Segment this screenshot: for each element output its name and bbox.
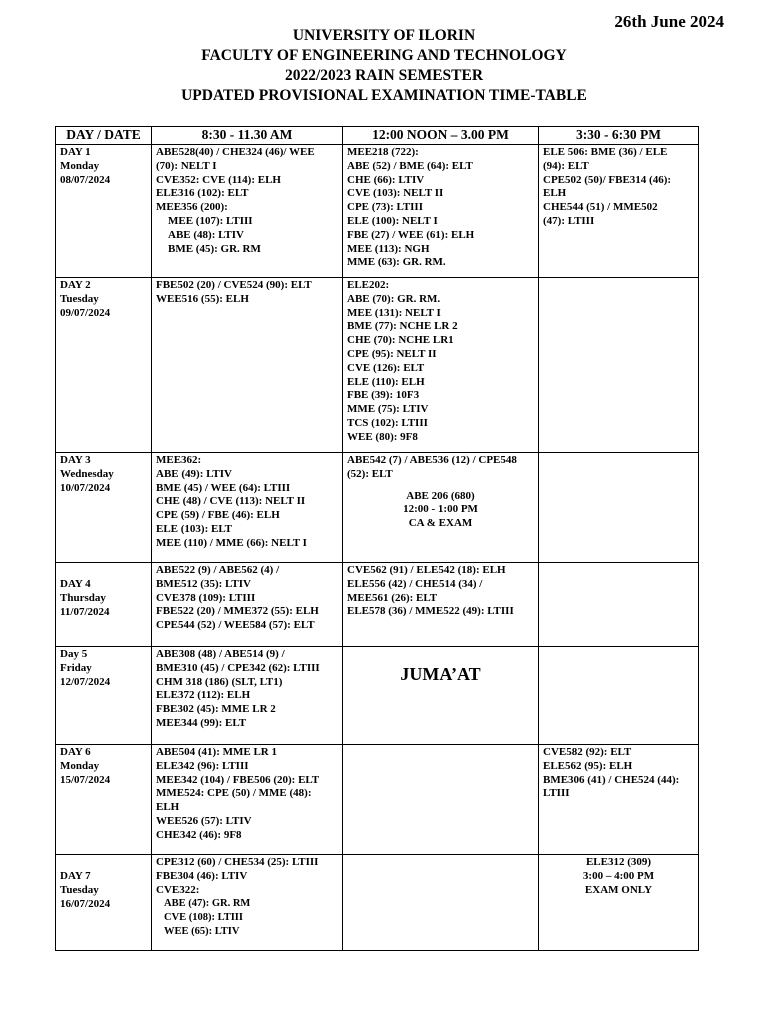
exam-timetable [55,126,699,951]
jumaat-label: JUMA’AT [400,664,481,684]
day-cell: DAY 3 Wednesday 10/07/2024 [56,453,152,563]
col-header-evening: 3:30 - 6:30 PM [539,127,699,145]
noon-cell [343,647,539,745]
morning-cell: ABE504 (41): MME LR 1 ELE342 (96): LTIII MEE342 (104) / FBE506 (20): ELT MME524: CPE (50) / MME (48): ELH WEE526 (57): LTIV CHE342 (46): 9F8 [152,745,343,855]
table-row [56,855,699,951]
morning-cell: ABE522 (9) / ABE562 (4) / BME512 (35): LTIV CVE378 (109): LTIII FBE522 (20) / MME372 (55): ELH CPE544 (52) / WEE584 (57): ELT [152,563,343,647]
table-row [56,563,699,647]
table-row [56,278,699,453]
noon-cell: MEE218 (722): ABE (52) / BME (64): ELT CHE (66): LTIV CVE (103): NELT II CPE (73): LTIII ELE (100): NELT I FBE (27) / WEE (61): ELH MEE (113): NGH MME (63): GR. RM. [343,145,539,278]
morning-cell: CPE312 (60) / CHE534 (25): LTIII FBE304 (46): LTIV CVE322: ABE (47): GR. RM CVE (108): LTIII WEE (65): LTIV [152,855,343,951]
col-header-day: DAY / DATE [56,127,152,145]
evening-cell: ELE312 (309) 3:00 – 4:00 PM EXAM ONLY [539,855,699,951]
noon-cell: CVE562 (91) / ELE542 (18): ELH ELE556 (42) / CHE514 (34) / MEE561 (26): ELT ELE578 (36) / MME522 (49): LTIII [343,563,539,647]
morning-cell: MEE362: ABE (49): LTIV BME (45) / WEE (64): LTIII CHE (48) / CVE (113): NELT II CPE (59) / FBE (46): ELH ELE (103): ELT MEE (110) / MME (66): NELT I [152,453,343,563]
day-cell: DAY 7 Tuesday 16/07/2024 [56,855,152,951]
morning-cell: ABE308 (48) / ABE514 (9) / BME310 (45) / CPE342 (62): LTIII CHM 318 (186) (SLT, LT1) ELE372 (112): ELH FBE302 (45): MME LR 2 MEE344 (99): ELT [152,647,343,745]
evening-cell [539,278,699,453]
noon-cell: ELE202: ABE (70): GR. RM. MEE (131): NELT I BME (77): NCHE LR 2 CHE (70): NCHE LR1 CPE (95): NELT II CVE (126): ELT ELE (110): ELH FBE (39): 10F3 MME (75): LTIV TCS (102): LTIII WEE (80): 9F8 [343,278,539,453]
table-row [56,453,699,563]
special-exam-block: ABE 206 (680) 12:00 - 1:00 PM CA & EXAM [403,489,478,530]
evening-cell: ELE 506: BME (36) / ELE (94): ELT CPE502 (50)/ FBE314 (46): ELH CHE544 (51) / MME502 (47): LTIII [539,145,699,278]
document-date: 26th June 2024 [614,12,724,31]
table-row [56,647,699,745]
noon-cell [343,855,539,951]
table-row [56,745,699,855]
evening-cell [539,563,699,647]
noon-cell: ABE542 (7) / ABE536 (12) / CPE548 (52): ELT ABE 206 (680) 12:00 - 1:00 PM CA & EXAM [343,453,539,563]
document-header [0,26,768,106]
evening-cell [539,453,699,563]
col-header-noon: 12:00 NOON – 3.00 PM [343,127,539,145]
evening-cell: CVE582 (92): ELT ELE562 (95): ELH BME306 (41) / CHE524 (44): LTIII [539,745,699,855]
noon-cell [343,745,539,855]
morning-cell: ABE528(40) / CHE324 (46)/ WEE (70): NELT I CVE352: CVE (114): ELH ELE316 (102): ELT MEE356 (200): MEE (107): LTIII ABE (48): LTIV BME (45): GR. RM [152,145,343,278]
day-cell: DAY 1 Monday 08/07/2024 [56,145,152,278]
faculty-name: FACULTY OF ENGINEERING AND TECHNOLOGY [201,47,567,64]
semester-title: 2022/2023 RAIN SEMESTER [284,67,484,84]
university-name: UNIVERSITY OF ILORIN [292,27,476,44]
morning-cell: FBE502 (20) / CVE524 (90): ELT WEE516 (55): ELH [152,278,343,453]
timetable-title: UPDATED PROVISIONAL EXAMINATION TIME-TABLE [181,87,587,104]
day-cell: DAY 4 Thursday 11/07/2024 [56,563,152,647]
col-header-morning: 8:30 - 11.30 AM [152,127,343,145]
day-cell: DAY 2 Tuesday 09/07/2024 [56,278,152,453]
table-row [56,145,699,278]
day-cell: DAY 6 Monday 15/07/2024 [56,745,152,855]
timetable-header-row [56,127,699,145]
evening-cell [539,647,699,745]
day-cell: Day 5 Friday 12/07/2024 [56,647,152,745]
